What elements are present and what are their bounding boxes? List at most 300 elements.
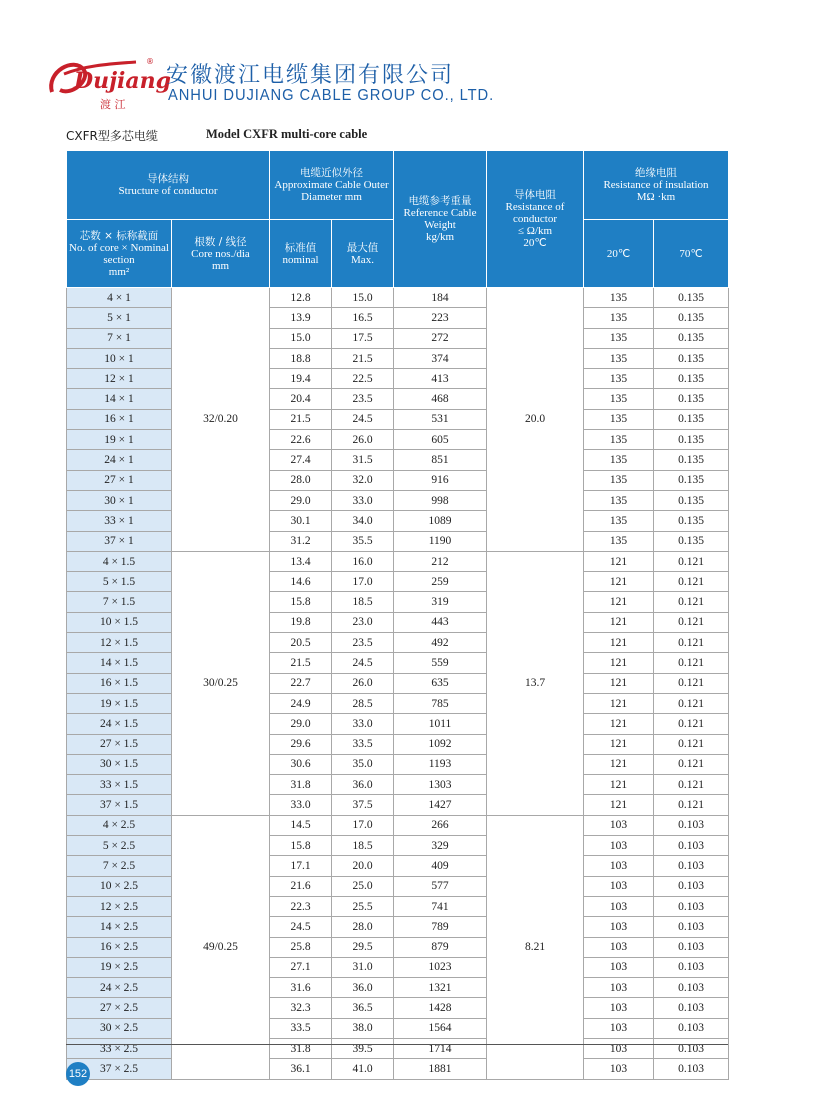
cell-od-nominal: 22.7 bbox=[270, 673, 332, 693]
cell-cores-section: 5 × 2.5 bbox=[67, 836, 172, 856]
cell-weight: 916 bbox=[394, 470, 487, 490]
cell-insulation-20c: 103 bbox=[584, 978, 654, 998]
cell-od-nominal: 13.4 bbox=[270, 551, 332, 571]
cell-weight: 559 bbox=[394, 653, 487, 673]
table-row bbox=[67, 856, 729, 876]
cell-od-nominal: 21.5 bbox=[270, 409, 332, 429]
cell-cores-section: 12 × 1.5 bbox=[67, 633, 172, 653]
cell-weight: 1321 bbox=[394, 978, 487, 998]
cell-insulation-20c: 135 bbox=[584, 430, 654, 450]
cell-weight: 1193 bbox=[394, 754, 487, 774]
cell-od-nominal: 27.4 bbox=[270, 450, 332, 470]
header-strands: 根数 / 线径 Core nos./dia mm bbox=[172, 220, 270, 288]
cell-od-max: 16.0 bbox=[332, 551, 394, 571]
cell-weight: 577 bbox=[394, 876, 487, 896]
cell-insulation-70c: 0.135 bbox=[654, 430, 729, 450]
cell-weight: 212 bbox=[394, 551, 487, 571]
cell-conductor-resistance: 13.7 bbox=[487, 551, 584, 815]
table-row bbox=[67, 369, 729, 389]
cell-insulation-70c: 0.135 bbox=[654, 369, 729, 389]
cell-weight: 879 bbox=[394, 937, 487, 957]
cell-cores-section: 19 × 2.5 bbox=[67, 957, 172, 977]
cell-insulation-70c: 0.135 bbox=[654, 511, 729, 531]
cell-cores-section: 12 × 2.5 bbox=[67, 896, 172, 916]
cell-weight: 329 bbox=[394, 836, 487, 856]
cell-insulation-70c: 0.135 bbox=[654, 490, 729, 510]
cell-insulation-70c: 0.121 bbox=[654, 693, 729, 713]
cell-insulation-20c: 135 bbox=[584, 288, 654, 308]
table-row bbox=[67, 531, 729, 551]
table-row bbox=[67, 957, 729, 977]
cell-insulation-70c: 0.103 bbox=[654, 1038, 729, 1058]
table-row bbox=[67, 633, 729, 653]
cell-weight: 492 bbox=[394, 633, 487, 653]
cell-insulation-20c: 103 bbox=[584, 998, 654, 1018]
cell-cores-section: 16 × 1.5 bbox=[67, 673, 172, 693]
header-od-max: 最大值 Max. bbox=[332, 220, 394, 288]
cell-insulation-70c: 0.103 bbox=[654, 1018, 729, 1038]
cell-weight: 1089 bbox=[394, 511, 487, 531]
cell-cores-section: 14 × 1.5 bbox=[67, 653, 172, 673]
cell-insulation-70c: 0.103 bbox=[654, 998, 729, 1018]
footer-rule bbox=[66, 1044, 728, 1045]
cell-od-nominal: 20.4 bbox=[270, 389, 332, 409]
cell-od-max: 20.0 bbox=[332, 856, 394, 876]
cell-insulation-70c: 0.135 bbox=[654, 450, 729, 470]
cell-od-nominal: 29.6 bbox=[270, 734, 332, 754]
cell-od-nominal: 31.8 bbox=[270, 1038, 332, 1058]
cell-strands: 49/0.25 bbox=[172, 815, 270, 1079]
cell-insulation-20c: 135 bbox=[584, 470, 654, 490]
cell-cores-section: 27 × 1.5 bbox=[67, 734, 172, 754]
cell-od-nominal: 20.5 bbox=[270, 633, 332, 653]
cell-od-max: 26.0 bbox=[332, 430, 394, 450]
cell-insulation-70c: 0.121 bbox=[654, 714, 729, 734]
header-insulation-70c: 70℃ bbox=[654, 220, 729, 288]
cell-od-nominal: 15.0 bbox=[270, 328, 332, 348]
cell-insulation-70c: 0.135 bbox=[654, 389, 729, 409]
table-row bbox=[67, 836, 729, 856]
cell-od-nominal: 13.9 bbox=[270, 308, 332, 328]
cell-od-max: 35.5 bbox=[332, 531, 394, 551]
cell-insulation-20c: 135 bbox=[584, 531, 654, 551]
cell-insulation-70c: 0.103 bbox=[654, 957, 729, 977]
cell-od-max: 36.5 bbox=[332, 998, 394, 1018]
cell-weight: 272 bbox=[394, 328, 487, 348]
company-name-en: ANHUI DUJIANG CABLE GROUP CO., LTD. bbox=[168, 87, 495, 104]
table-row bbox=[67, 328, 729, 348]
model-caption-en: Model CXFR multi-core cable bbox=[206, 127, 368, 141]
company-name-cn: 安徽渡江电缆集团有限公司 bbox=[166, 63, 455, 88]
cell-insulation-70c: 0.121 bbox=[654, 673, 729, 693]
cell-insulation-20c: 121 bbox=[584, 612, 654, 632]
cell-od-max: 28.0 bbox=[332, 917, 394, 937]
cell-od-max: 17.0 bbox=[332, 572, 394, 592]
cell-weight: 443 bbox=[394, 612, 487, 632]
header-cores-section: 芯数 × 标称截面 No. of core × Nominal section mm² bbox=[67, 220, 172, 288]
cell-od-nominal: 24.5 bbox=[270, 917, 332, 937]
table-row bbox=[67, 1018, 729, 1038]
cell-insulation-70c: 0.103 bbox=[654, 815, 729, 835]
table-row bbox=[67, 795, 729, 815]
cell-insulation-20c: 135 bbox=[584, 308, 654, 328]
cell-od-max: 23.0 bbox=[332, 612, 394, 632]
cell-od-nominal: 32.3 bbox=[270, 998, 332, 1018]
table-row bbox=[67, 592, 729, 612]
cell-cores-section: 37 × 2.5 bbox=[67, 1059, 172, 1079]
cell-insulation-70c: 0.135 bbox=[654, 470, 729, 490]
cell-od-nominal: 19.4 bbox=[270, 369, 332, 389]
cell-insulation-70c: 0.121 bbox=[654, 653, 729, 673]
cell-cores-section: 14 × 1 bbox=[67, 389, 172, 409]
cell-od-nominal: 29.0 bbox=[270, 714, 332, 734]
cell-od-nominal: 25.8 bbox=[270, 937, 332, 957]
cell-od-nominal: 17.1 bbox=[270, 856, 332, 876]
cell-insulation-70c: 0.135 bbox=[654, 409, 729, 429]
page-number: 152 bbox=[66, 1062, 90, 1086]
cell-od-nominal: 31.8 bbox=[270, 775, 332, 795]
table-row bbox=[67, 308, 729, 328]
cell-weight: 1303 bbox=[394, 775, 487, 795]
cell-weight: 319 bbox=[394, 592, 487, 612]
cell-od-nominal: 21.5 bbox=[270, 653, 332, 673]
cell-insulation-20c: 103 bbox=[584, 896, 654, 916]
cell-cores-section: 33 × 1 bbox=[67, 511, 172, 531]
table-row bbox=[67, 693, 729, 713]
cell-insulation-70c: 0.121 bbox=[654, 612, 729, 632]
cell-cores-section: 27 × 1 bbox=[67, 470, 172, 490]
header-outer-diameter: 电缆近似外径 Approximate Cable Outer Diameter mm bbox=[270, 151, 394, 220]
cell-od-nominal: 27.1 bbox=[270, 957, 332, 977]
company-logo bbox=[44, 52, 172, 114]
cell-insulation-20c: 121 bbox=[584, 551, 654, 571]
cell-od-max: 31.5 bbox=[332, 450, 394, 470]
table-row bbox=[67, 551, 729, 571]
cell-cores-section: 30 × 1.5 bbox=[67, 754, 172, 774]
cell-insulation-70c: 0.135 bbox=[654, 328, 729, 348]
header-conductor: 导体结构 Structure of conductor bbox=[67, 151, 270, 220]
cell-weight: 374 bbox=[394, 348, 487, 368]
cell-od-nominal: 33.5 bbox=[270, 1018, 332, 1038]
cell-strands: 32/0.20 bbox=[172, 288, 270, 552]
cell-cores-section: 16 × 2.5 bbox=[67, 937, 172, 957]
cell-insulation-20c: 103 bbox=[584, 856, 654, 876]
table-row bbox=[67, 876, 729, 896]
cell-insulation-20c: 121 bbox=[584, 592, 654, 612]
cell-od-max: 35.0 bbox=[332, 754, 394, 774]
cell-weight: 789 bbox=[394, 917, 487, 937]
table-row bbox=[67, 409, 729, 429]
cell-cores-section: 30 × 1 bbox=[67, 490, 172, 510]
cell-insulation-70c: 0.121 bbox=[654, 734, 729, 754]
cell-insulation-20c: 121 bbox=[584, 673, 654, 693]
cell-od-max: 31.0 bbox=[332, 957, 394, 977]
cell-insulation-70c: 0.103 bbox=[654, 917, 729, 937]
cell-weight: 1881 bbox=[394, 1059, 487, 1079]
table-row bbox=[67, 937, 729, 957]
cell-weight: 413 bbox=[394, 369, 487, 389]
cell-insulation-20c: 135 bbox=[584, 511, 654, 531]
cell-od-max: 23.5 bbox=[332, 633, 394, 653]
cell-conductor-resistance: 20.0 bbox=[487, 288, 584, 552]
table-row bbox=[67, 714, 729, 734]
cell-od-max: 23.5 bbox=[332, 389, 394, 409]
cell-insulation-20c: 135 bbox=[584, 409, 654, 429]
cell-cores-section: 19 × 1 bbox=[67, 430, 172, 450]
cell-insulation-70c: 0.121 bbox=[654, 633, 729, 653]
cell-cores-section: 7 × 1 bbox=[67, 328, 172, 348]
cell-insulation-70c: 0.103 bbox=[654, 896, 729, 916]
cell-od-max: 18.5 bbox=[332, 836, 394, 856]
cell-weight: 1428 bbox=[394, 998, 487, 1018]
table-row bbox=[67, 288, 729, 308]
cell-od-nominal: 24.9 bbox=[270, 693, 332, 713]
header-conductor-resistance: 导体电阻 Resistance of conductor ≤ Ω/km 20℃ bbox=[487, 151, 584, 288]
cell-od-max: 22.5 bbox=[332, 369, 394, 389]
table-row bbox=[67, 511, 729, 531]
cell-weight: 1023 bbox=[394, 957, 487, 977]
cell-insulation-70c: 0.135 bbox=[654, 348, 729, 368]
table-row bbox=[67, 1038, 729, 1058]
cell-od-nominal: 14.5 bbox=[270, 815, 332, 835]
cell-cores-section: 33 × 2.5 bbox=[67, 1038, 172, 1058]
table-row bbox=[67, 653, 729, 673]
cell-od-nominal: 18.8 bbox=[270, 348, 332, 368]
cell-od-nominal: 14.6 bbox=[270, 572, 332, 592]
cell-insulation-20c: 103 bbox=[584, 917, 654, 937]
cell-insulation-20c: 121 bbox=[584, 775, 654, 795]
cell-weight: 1092 bbox=[394, 734, 487, 754]
header-weight: 电缆参考重量 Reference Cable Weight kg/km bbox=[394, 151, 487, 288]
cell-insulation-70c: 0.103 bbox=[654, 876, 729, 896]
table-row bbox=[67, 754, 729, 774]
table-row bbox=[67, 734, 729, 754]
table-row bbox=[67, 1059, 729, 1079]
cell-od-max: 34.0 bbox=[332, 511, 394, 531]
model-caption-cn: CXFR型多芯电缆 bbox=[66, 129, 158, 143]
cell-cores-section: 14 × 2.5 bbox=[67, 917, 172, 937]
cell-insulation-20c: 121 bbox=[584, 572, 654, 592]
cell-od-max: 36.0 bbox=[332, 775, 394, 795]
cell-weight: 468 bbox=[394, 389, 487, 409]
cell-od-max: 38.0 bbox=[332, 1018, 394, 1038]
cell-od-max: 39.5 bbox=[332, 1038, 394, 1058]
cell-cores-section: 24 × 2.5 bbox=[67, 978, 172, 998]
cell-od-nominal: 33.0 bbox=[270, 795, 332, 815]
table-row bbox=[67, 450, 729, 470]
cell-od-max: 24.5 bbox=[332, 653, 394, 673]
cell-od-max: 36.0 bbox=[332, 978, 394, 998]
cell-insulation-70c: 0.121 bbox=[654, 775, 729, 795]
table-row bbox=[67, 612, 729, 632]
cell-insulation-20c: 103 bbox=[584, 1059, 654, 1079]
cell-cores-section: 7 × 2.5 bbox=[67, 856, 172, 876]
cell-strands: 30/0.25 bbox=[172, 551, 270, 815]
cell-weight: 1427 bbox=[394, 795, 487, 815]
cell-od-max: 25.0 bbox=[332, 876, 394, 896]
cell-insulation-70c: 0.103 bbox=[654, 978, 729, 998]
cell-od-nominal: 15.8 bbox=[270, 836, 332, 856]
cell-od-max: 29.5 bbox=[332, 937, 394, 957]
cell-od-max: 18.5 bbox=[332, 592, 394, 612]
cell-weight: 635 bbox=[394, 673, 487, 693]
cell-od-max: 17.0 bbox=[332, 815, 394, 835]
cell-cores-section: 4 × 1 bbox=[67, 288, 172, 308]
cell-insulation-20c: 121 bbox=[584, 795, 654, 815]
cell-insulation-20c: 121 bbox=[584, 693, 654, 713]
header-insulation-resistance: 绝缘电阻 Resistance of insulation MΩ ·km bbox=[584, 151, 729, 220]
cell-od-max: 17.5 bbox=[332, 328, 394, 348]
cell-od-max: 28.5 bbox=[332, 693, 394, 713]
cell-weight: 259 bbox=[394, 572, 487, 592]
cell-cores-section: 30 × 2.5 bbox=[67, 1018, 172, 1038]
cell-od-nominal: 21.6 bbox=[270, 876, 332, 896]
cell-insulation-20c: 135 bbox=[584, 369, 654, 389]
cell-od-nominal: 22.6 bbox=[270, 430, 332, 450]
cell-cores-section: 4 × 1.5 bbox=[67, 551, 172, 571]
table-row bbox=[67, 430, 729, 450]
cell-cores-section: 37 × 1 bbox=[67, 531, 172, 551]
cell-insulation-20c: 121 bbox=[584, 653, 654, 673]
cell-cores-section: 37 × 1.5 bbox=[67, 795, 172, 815]
svg-text:®: ® bbox=[146, 57, 154, 66]
cell-weight: 531 bbox=[394, 409, 487, 429]
cell-od-max: 37.5 bbox=[332, 795, 394, 815]
cell-cores-section: 4 × 2.5 bbox=[67, 815, 172, 835]
cell-cores-section: 24 × 1 bbox=[67, 450, 172, 470]
cell-insulation-70c: 0.103 bbox=[654, 937, 729, 957]
cell-weight: 266 bbox=[394, 815, 487, 835]
cell-od-nominal: 30.6 bbox=[270, 754, 332, 774]
table-row bbox=[67, 917, 729, 937]
cell-insulation-70c: 0.121 bbox=[654, 551, 729, 571]
cell-insulation-20c: 103 bbox=[584, 836, 654, 856]
table-row bbox=[67, 673, 729, 693]
cell-od-max: 33.0 bbox=[332, 490, 394, 510]
cell-cores-section: 5 × 1.5 bbox=[67, 572, 172, 592]
cell-weight: 605 bbox=[394, 430, 487, 450]
cell-insulation-70c: 0.135 bbox=[654, 308, 729, 328]
cell-od-max: 24.5 bbox=[332, 409, 394, 429]
cell-insulation-20c: 103 bbox=[584, 815, 654, 835]
cell-od-nominal: 28.0 bbox=[270, 470, 332, 490]
header-insulation-20c: 20℃ bbox=[584, 220, 654, 288]
cell-insulation-20c: 135 bbox=[584, 450, 654, 470]
cell-insulation-20c: 103 bbox=[584, 876, 654, 896]
cell-insulation-20c: 135 bbox=[584, 348, 654, 368]
cell-insulation-20c: 135 bbox=[584, 389, 654, 409]
cell-weight: 409 bbox=[394, 856, 487, 876]
cell-od-max: 33.0 bbox=[332, 714, 394, 734]
cell-insulation-20c: 103 bbox=[584, 937, 654, 957]
cell-od-nominal: 19.8 bbox=[270, 612, 332, 632]
cell-cores-section: 27 × 2.5 bbox=[67, 998, 172, 1018]
cell-insulation-70c: 0.103 bbox=[654, 1059, 729, 1079]
cell-insulation-20c: 121 bbox=[584, 734, 654, 754]
cell-cores-section: 7 × 1.5 bbox=[67, 592, 172, 612]
table-row bbox=[67, 978, 729, 998]
cell-od-max: 25.5 bbox=[332, 896, 394, 916]
cell-insulation-20c: 121 bbox=[584, 754, 654, 774]
cell-insulation-70c: 0.103 bbox=[654, 836, 729, 856]
svg-text:Dujiang: Dujiang bbox=[74, 68, 172, 94]
cell-od-nominal: 36.1 bbox=[270, 1059, 332, 1079]
cell-insulation-70c: 0.103 bbox=[654, 856, 729, 876]
svg-text:渡 江: 渡 江 bbox=[100, 98, 126, 111]
cell-od-nominal: 22.3 bbox=[270, 896, 332, 916]
table-row bbox=[67, 348, 729, 368]
cell-insulation-20c: 135 bbox=[584, 490, 654, 510]
table-row bbox=[67, 998, 729, 1018]
cell-cores-section: 16 × 1 bbox=[67, 409, 172, 429]
table-row bbox=[67, 896, 729, 916]
cell-od-max: 26.0 bbox=[332, 673, 394, 693]
cell-weight: 1011 bbox=[394, 714, 487, 734]
cell-cores-section: 10 × 1.5 bbox=[67, 612, 172, 632]
cell-cores-section: 33 × 1.5 bbox=[67, 775, 172, 795]
cell-od-nominal: 31.6 bbox=[270, 978, 332, 998]
cell-weight: 1714 bbox=[394, 1038, 487, 1058]
cell-conductor-resistance: 8.21 bbox=[487, 815, 584, 1079]
cell-insulation-20c: 121 bbox=[584, 714, 654, 734]
cell-insulation-70c: 0.135 bbox=[654, 288, 729, 308]
cell-weight: 223 bbox=[394, 308, 487, 328]
table-row bbox=[67, 815, 729, 835]
cell-cores-section: 19 × 1.5 bbox=[67, 693, 172, 713]
cell-weight: 785 bbox=[394, 693, 487, 713]
cell-weight: 998 bbox=[394, 490, 487, 510]
cell-cores-section: 10 × 2.5 bbox=[67, 876, 172, 896]
cell-od-nominal: 29.0 bbox=[270, 490, 332, 510]
cell-insulation-20c: 135 bbox=[584, 328, 654, 348]
cell-od-nominal: 31.2 bbox=[270, 531, 332, 551]
header-od-nominal: 标准值 nominal bbox=[270, 220, 332, 288]
cell-weight: 184 bbox=[394, 288, 487, 308]
table-row bbox=[67, 490, 729, 510]
cell-insulation-70c: 0.121 bbox=[654, 754, 729, 774]
cell-od-max: 16.5 bbox=[332, 308, 394, 328]
cell-insulation-70c: 0.121 bbox=[654, 795, 729, 815]
cell-od-max: 32.0 bbox=[332, 470, 394, 490]
cell-weight: 851 bbox=[394, 450, 487, 470]
cell-od-max: 15.0 bbox=[332, 288, 394, 308]
cable-spec-table bbox=[66, 150, 729, 1080]
cell-weight: 1190 bbox=[394, 531, 487, 551]
cell-od-nominal: 15.8 bbox=[270, 592, 332, 612]
cell-insulation-70c: 0.121 bbox=[654, 592, 729, 612]
table-row bbox=[67, 572, 729, 592]
cell-cores-section: 24 × 1.5 bbox=[67, 714, 172, 734]
cell-weight: 1564 bbox=[394, 1018, 487, 1038]
cell-od-max: 21.5 bbox=[332, 348, 394, 368]
cell-cores-section: 12 × 1 bbox=[67, 369, 172, 389]
cell-insulation-70c: 0.135 bbox=[654, 531, 729, 551]
cell-weight: 741 bbox=[394, 896, 487, 916]
cell-od-max: 41.0 bbox=[332, 1059, 394, 1079]
table-row bbox=[67, 389, 729, 409]
cell-insulation-20c: 103 bbox=[584, 1038, 654, 1058]
table-row bbox=[67, 775, 729, 795]
cell-od-nominal: 12.8 bbox=[270, 288, 332, 308]
cell-cores-section: 10 × 1 bbox=[67, 348, 172, 368]
table-row bbox=[67, 470, 729, 490]
cell-insulation-20c: 121 bbox=[584, 633, 654, 653]
cell-insulation-20c: 103 bbox=[584, 957, 654, 977]
cell-od-nominal: 30.1 bbox=[270, 511, 332, 531]
cell-cores-section: 5 × 1 bbox=[67, 308, 172, 328]
cell-insulation-20c: 103 bbox=[584, 1018, 654, 1038]
cell-insulation-70c: 0.121 bbox=[654, 572, 729, 592]
